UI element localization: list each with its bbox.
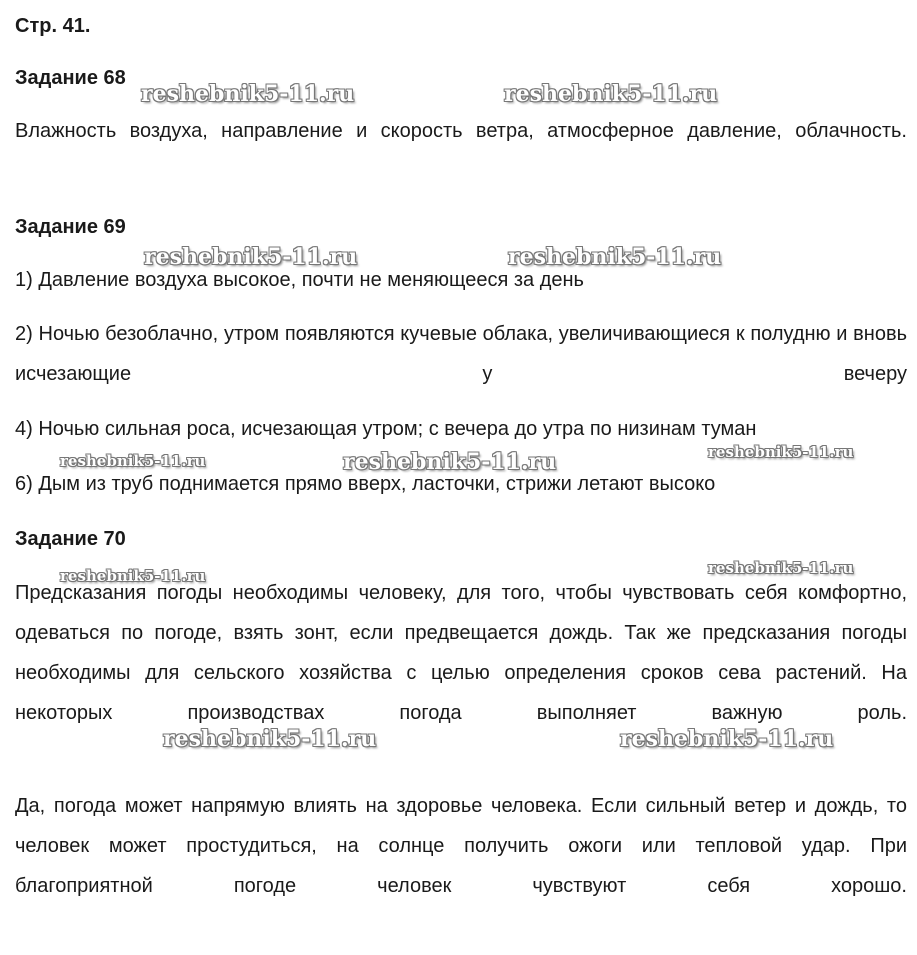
watermark: reshebnik5-11.ru	[504, 81, 718, 107]
task-69-answer-2: 2) Ночью безоблачно, утром появляются кучевые облака, увеличивающиеся к полудню и вновь исчезающие у вечеру	[15, 323, 907, 385]
task-69-answer-4: 4) Ночью сильная роса, исчезающая утром; с вечера до утра по низинам туман	[15, 418, 757, 440]
task-70-heading: Задание 70	[15, 528, 126, 550]
watermark: reshebnik5-11.ru	[144, 244, 358, 270]
task-69-heading: Задание 69	[15, 216, 126, 238]
watermark: reshebnik5-11.ru	[141, 81, 355, 107]
watermark: reshebnik5-11.ru	[620, 726, 834, 752]
watermark: reshebnik5-11.ru	[163, 726, 377, 752]
watermark: reshebnik5-11.ru	[60, 452, 206, 470]
task-68-heading: Задание 68	[15, 67, 126, 89]
watermark: reshebnik5-11.ru	[708, 443, 854, 461]
task-69-answer-1: 1) Давление воздуха высокое, почти не меняющееся за день	[15, 269, 584, 291]
task-68-answer: Влажность воздуха, направление и скорость ветра, атмосферное давление, облачность.	[15, 120, 907, 142]
task-70-paragraph-1: Предсказания погоды необходимы человеку, для того, чтобы чувствовать себя комфортно, одеваться по погоде, взять зонт, если предвещается дождь. Так же предсказания погоды необходимы для сельского хозяйства с целью определения сроков сева растений. На некоторых производствах погода выполняет важную роль.	[15, 582, 907, 724]
task-70-paragraph-2: Да, погода может напрямую влиять на здоровье человека. Если сильный ветер и дождь, то человек может простудиться, на солнце получить ожоги или тепловой удар. При благоприятной погоде человек чувствуют себя хорошо.	[15, 795, 907, 897]
watermark: reshebnik5-11.ru	[60, 567, 206, 585]
watermark: reshebnik5-11.ru	[708, 559, 854, 577]
watermark: reshebnik5-11.ru	[343, 449, 557, 475]
page-title: Стр. 41.	[15, 15, 91, 37]
task-69-answer-6: 6) Дым из труб поднимается прямо вверх, ласточки, стрижи летают высоко	[15, 473, 716, 495]
watermark: reshebnik5-11.ru	[508, 244, 722, 270]
